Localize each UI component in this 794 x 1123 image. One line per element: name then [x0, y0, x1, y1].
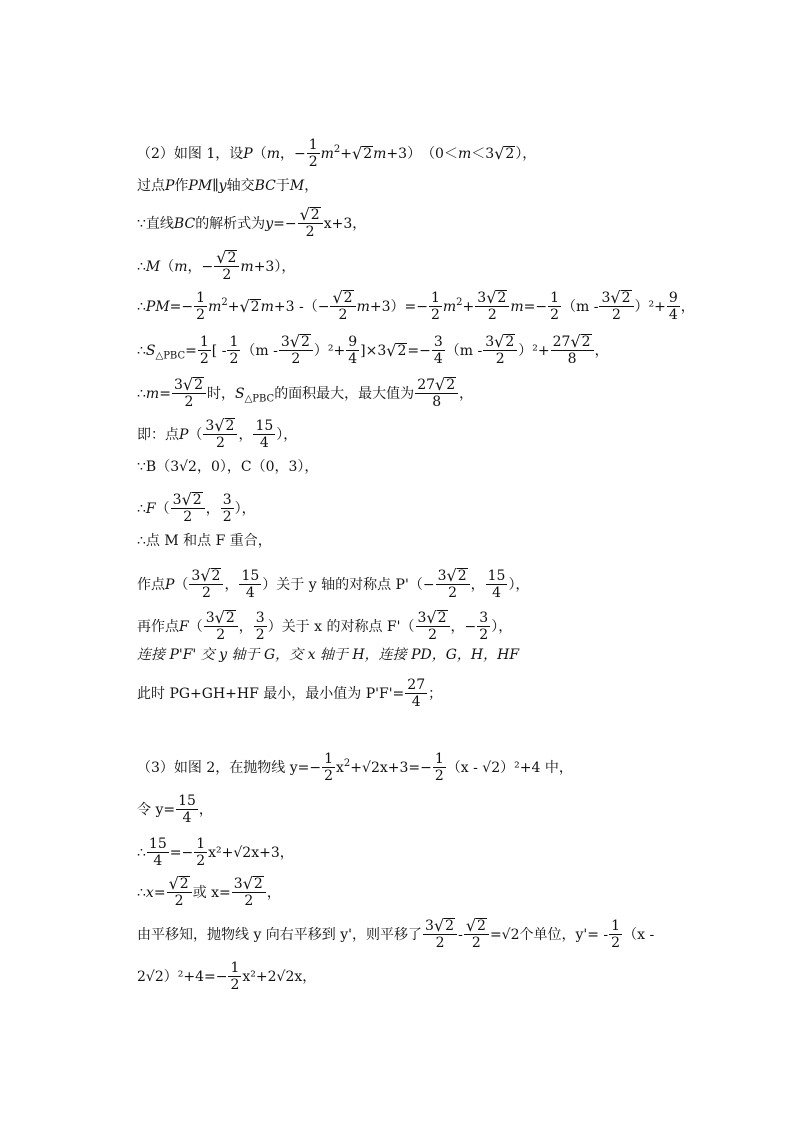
subscript: △PBC [244, 393, 275, 405]
text: ]×3 [360, 342, 387, 359]
var-p: P [179, 426, 189, 443]
text: ＜3 [471, 145, 495, 162]
text: +3 [386, 145, 408, 162]
fraction-27sqrt2-8: 27 √ 2 8 [415, 377, 458, 410]
text: （x - √2）²+4 中， [446, 759, 573, 776]
fraction-3sqrt2-2: 3 √ 2 2 [172, 377, 206, 410]
therefore-symbol: ∴ [137, 884, 146, 901]
line-5 [137, 290, 695, 323]
text: ） [267, 618, 282, 635]
text: x²+2√2x， [242, 968, 317, 985]
text: ） [262, 576, 277, 593]
text: ）， [234, 500, 256, 517]
line-8 [137, 418, 297, 451]
text: 轴交 [226, 178, 255, 194]
text: 的解析式为 [195, 215, 266, 232]
text: − [284, 215, 297, 232]
text: ， [279, 145, 294, 162]
var-m: m [442, 298, 457, 315]
text: ， [198, 801, 213, 818]
var-m: M [289, 178, 305, 194]
var-bc: BC [254, 178, 276, 194]
text: 关于 x 的对称点 F'（ [281, 618, 415, 635]
text: 连接 P'F' 交 y 轴于 G，交 x 轴于 H，连接 PD，G，H，HF [137, 647, 520, 663]
text: [ - [211, 342, 227, 359]
text: （0＜ [421, 145, 458, 162]
exponent: 2 [456, 296, 463, 308]
fraction-half: $\frac{1}{2}$ [430, 290, 440, 323]
var-p: P [243, 145, 253, 162]
text: （ [174, 576, 189, 593]
var-bc: BC [173, 215, 196, 232]
because-symbol: ∵ [137, 459, 146, 475]
var-p: P [165, 576, 175, 593]
text: （x - [623, 926, 655, 943]
text: +√2x+3=− [350, 759, 432, 776]
text: 时， [206, 385, 235, 402]
fraction-27sqrt2-8: 27 √ 2 8 [551, 334, 594, 367]
text: ）， [508, 576, 530, 593]
text: − [416, 298, 428, 315]
text: =− [523, 298, 548, 315]
subscript: △PBC [155, 350, 186, 362]
therefore-symbol: ∴ [137, 342, 146, 359]
var-y: y [265, 215, 274, 232]
text: （m - [445, 342, 483, 359]
text: （m - [561, 298, 599, 315]
line-13 [137, 610, 512, 643]
text: 再作点 [137, 618, 179, 635]
var-m: m [145, 385, 160, 402]
var-s: S [145, 342, 156, 359]
fraction-half: $\frac{1}{2}$ [550, 290, 559, 323]
text: =√2个单位，y'= - [489, 926, 609, 943]
fraction-9-4: $\frac{9}{4}$ [348, 334, 358, 367]
line-11 [137, 531, 272, 551]
line-3 [137, 207, 366, 240]
line-9 [137, 457, 318, 477]
text: =− [169, 844, 194, 861]
text: - [458, 926, 463, 943]
var-pm: PM [188, 178, 213, 194]
fraction-half: $\frac{1}{2}$ [308, 137, 318, 170]
text: 作点 [137, 576, 165, 593]
line-16 [137, 751, 573, 784]
fraction-15-4: $\frac{15}{4}$ [255, 418, 274, 451]
fraction-half: $\frac{1}{2}$ [434, 751, 444, 784]
fraction-15-4: $\frac{15}{4}$ [487, 568, 506, 601]
line-4 [137, 250, 295, 283]
fraction-sqrt2-2: √ 2 2 [330, 290, 355, 323]
text: + [340, 145, 353, 162]
text: = [273, 215, 285, 232]
text: （ [252, 145, 267, 162]
fraction-3sqrt2-2: 3 √ 2 2 [203, 418, 237, 451]
exponent: 2 [221, 296, 228, 308]
fraction-15-4: $\frac{15}{4}$ [178, 793, 196, 826]
var-f: F [179, 618, 189, 635]
fraction-sqrt2-2: √ 2 2 [214, 250, 239, 283]
line-7 [137, 377, 473, 410]
text: ， [238, 618, 253, 635]
fraction-3sqrt2-2: 3 √ 2 2 [423, 918, 457, 951]
because-symbol: ∵ [137, 215, 146, 232]
line-19 [137, 876, 281, 909]
var-m: m [320, 145, 334, 162]
exponent: 2 [343, 757, 351, 769]
text: 的面积最大，最大值为 [274, 385, 415, 402]
text: ∥ [212, 178, 219, 194]
line-21 [137, 960, 316, 993]
fraction-half: $\frac{1}{2}$ [229, 334, 239, 367]
line-10 [137, 492, 256, 525]
fraction-3sqrt2-2: 3 √ 2 2 [436, 568, 470, 601]
text: ， [459, 385, 474, 402]
text: （ [188, 618, 203, 635]
text: ； [428, 685, 443, 702]
var-y: y [218, 178, 227, 194]
sqrt-2: √ 2 [239, 296, 260, 316]
var-m: M [145, 258, 161, 275]
fraction-half: $\frac{1}{2}$ [196, 290, 206, 323]
fraction-half: $\frac{1}{2}$ [230, 960, 240, 993]
text: PM= [145, 298, 182, 315]
text: ）， [491, 618, 513, 635]
text: ）²+ [518, 342, 550, 359]
text: 点 M 和点 F 重合， [145, 533, 272, 549]
text: ） [407, 145, 422, 162]
var-f: F [145, 500, 156, 517]
fraction-15-4: $\frac{15}{4}$ [148, 836, 167, 869]
text: ， [470, 576, 485, 593]
text: （ [155, 500, 170, 517]
text: （ [160, 258, 175, 275]
fraction-3sqrt2-2: 3 √ 2 2 [416, 610, 450, 643]
therefore-symbol: ∴ [137, 500, 146, 517]
therefore-symbol: ∴ [137, 298, 146, 315]
line-2 [137, 176, 318, 196]
text: x= [145, 884, 166, 901]
line-12 [137, 568, 529, 601]
fraction-3sqrt2-2: 3 √ 2 2 [279, 334, 313, 367]
text: ， [224, 576, 239, 593]
fraction-half: $\frac{1}{2}$ [199, 334, 209, 367]
line-14 [137, 645, 519, 665]
fraction-3-2: $\frac{3}{2}$ [222, 492, 232, 525]
var-m: m [266, 145, 280, 162]
text: − [201, 258, 214, 275]
var-m: m [356, 298, 370, 315]
text: （3）如图 2，在抛物线 y=− [137, 759, 322, 776]
text: ， [304, 178, 319, 194]
fraction-3sqrt2-2: 3 √ 2 2 [475, 290, 509, 323]
var-m: m [208, 298, 222, 315]
fraction-sqrt2-2: √ 2 2 [167, 876, 192, 909]
fraction-9-4: $\frac{9}{4}$ [668, 290, 678, 323]
text: +3）= [369, 298, 417, 315]
fraction-3sqrt2-2: 3 √ 2 2 [204, 610, 238, 643]
fraction-3-2: $\frac{3}{2}$ [479, 610, 489, 643]
fraction-27-4: $\frac{27}{4}$ [407, 677, 426, 710]
text: 即：点 [137, 426, 179, 443]
text: ， [594, 342, 609, 359]
fraction-3sqrt2-2: 3 √ 2 2 [171, 492, 205, 525]
therefore-symbol: ∴ [137, 533, 146, 549]
text: ， [238, 426, 253, 443]
var-m: m [260, 298, 274, 315]
text: = [159, 385, 171, 402]
text: 或 x= [192, 884, 231, 901]
sqrt-2: √ 2 [352, 143, 373, 163]
fraction-3-2: $\frac{3}{2}$ [255, 610, 265, 643]
text: 作 [174, 178, 189, 194]
text: （2）如图 1，设 [137, 145, 244, 162]
fraction-15-4: $\frac{15}{4}$ [241, 568, 260, 601]
text: 关于 y 轴的对称点 P'（− [276, 576, 435, 593]
line-15 [137, 677, 442, 710]
fraction-3sqrt2-2: 3 √ 2 2 [599, 290, 633, 323]
text: +3 -（ [273, 298, 318, 315]
text: ， [205, 500, 220, 517]
text: ， [450, 618, 465, 635]
fraction-half: $\frac{1}{2}$ [196, 836, 206, 869]
text: ）²+ [313, 342, 346, 359]
sqrt-2: √ 2 [386, 340, 407, 360]
var-x: x [323, 215, 332, 232]
line-20 [137, 918, 654, 951]
text: 由平移知，抛物线 y 向右平移到 y'，则平移了 [137, 926, 423, 943]
text: （ [188, 426, 203, 443]
line-18 [137, 836, 294, 869]
text: ）， [276, 426, 298, 443]
text: +3， [331, 215, 367, 232]
therefore-symbol: ∴ [137, 258, 146, 275]
text: +3）， [253, 258, 296, 275]
text: = [185, 342, 197, 359]
text: ， [187, 258, 202, 275]
fraction-3-4: $\frac{3}{4}$ [433, 334, 443, 367]
text: x [336, 759, 344, 776]
text: ， [266, 884, 281, 901]
text: 直线 [145, 215, 174, 232]
text: （m - [241, 342, 278, 359]
var-m: m [373, 145, 387, 162]
fraction-half: $\frac{1}{2}$ [611, 918, 621, 951]
text: B（3√2，0），C（0，3）， [145, 459, 319, 475]
exponent: 2 [333, 143, 341, 155]
line-17 [137, 793, 213, 826]
text: + [227, 298, 240, 315]
fraction-3sqrt2-2: 3 √ 2 2 [189, 568, 223, 601]
text: + [462, 298, 475, 315]
var-m: m [240, 258, 254, 275]
line-6 [137, 334, 609, 367]
var-m: m [457, 145, 472, 162]
text: ）²+ [634, 298, 666, 315]
line-1 [137, 137, 536, 170]
text: − [317, 298, 330, 315]
text: − [181, 298, 194, 315]
text: 过点 [137, 178, 165, 194]
var-m: m [174, 258, 188, 275]
therefore-symbol: ∴ [137, 844, 146, 861]
var-p: P [165, 178, 175, 194]
text: ， [680, 298, 695, 315]
text: − [293, 145, 306, 162]
therefore-symbol: ∴ [137, 385, 146, 402]
sqrt-2: √ 2 [494, 143, 515, 163]
text: 此时 PG+GH+HF 最小，最小值为 P'F'= [137, 685, 405, 702]
fraction-3sqrt2-2: 3 √ 2 2 [232, 876, 266, 909]
var-s: S [234, 385, 245, 402]
text: x²+√2x+3， [208, 844, 294, 861]
fraction-sqrt2-2: √ 2 2 [298, 207, 323, 240]
fraction-half: $\frac{1}{2}$ [324, 751, 334, 784]
var-m: m [510, 298, 524, 315]
text: 2√2）²+4=− [137, 968, 228, 985]
text: 令 y= [137, 801, 176, 818]
text: ）， [515, 145, 537, 162]
text: =− [407, 342, 431, 359]
fraction-3sqrt2-2: 3 √ 2 2 [483, 334, 517, 367]
fraction-sqrt2-2: √ 2 2 [464, 918, 489, 951]
text: − [464, 618, 477, 635]
text: 于 [275, 178, 290, 194]
